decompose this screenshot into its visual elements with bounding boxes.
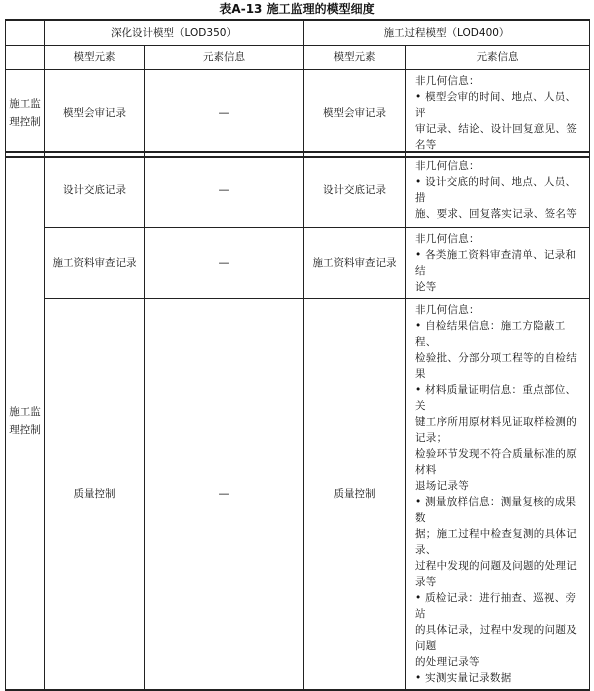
info-line: • 设计交底的时间、地点、人员、措 (415, 175, 577, 204)
model-detail-table-bottom (5, 151, 590, 691)
section-label-line: 施工监 (9, 405, 41, 418)
info-line: 非几何信息： (415, 232, 480, 245)
header-element-info: 元素信息 (145, 45, 304, 69)
element-info-cell: — (145, 227, 304, 298)
info-line: 审记录、结论、设计回复意见、签名等 (415, 122, 577, 151)
info-line: • 质检记录：进行抽查、巡视、旁站 (415, 591, 577, 620)
header-group-detailed-design: 深化设计模型（LOD350） (45, 20, 304, 45)
info-line: 论等 (415, 280, 437, 293)
info-line: 施、要求、回复落实记录、签名等 (415, 207, 577, 220)
element-info-cell (406, 69, 590, 157)
section-label (6, 69, 45, 157)
info-line: 据；施工过程中检查复测的具体记录、 (415, 527, 577, 556)
element-info-cell: — (145, 298, 304, 690)
info-line: 检验环节发现不符合质量标准的原材料 (415, 447, 577, 476)
model-element-cell: 质量控制 (45, 298, 145, 690)
info-line: 检验批、分部分项工程等的自检结果 (415, 351, 577, 380)
info-line: 键工序所用原材料见证取样检测的记录； (415, 415, 577, 444)
model-element-cell: 模型会审记录 (45, 69, 145, 157)
header-model-element: 模型元素 (304, 45, 406, 69)
info-line: • 测量放样信息：测量复核的成果数 (415, 495, 577, 524)
element-info-cell (406, 227, 590, 298)
section-label-line: 施工监 (9, 97, 41, 110)
header-model-element: 模型元素 (45, 45, 145, 69)
info-line: 退场记录等 (415, 479, 469, 492)
element-info-cell (406, 298, 590, 690)
info-line: 非几何信息： (415, 159, 480, 172)
section-label-line: 理控制 (9, 423, 41, 436)
info-line: • 各类施工资料审查清单、记录和结 (415, 248, 577, 277)
model-element-cell: 施工资料审查记录 (45, 227, 145, 298)
header-group-construction-process: 施工过程模型（LOD400） (304, 20, 590, 45)
element-info-cell (406, 152, 590, 227)
element-info-cell: — (145, 69, 304, 157)
info-line: 的具体记录，过程中发现的问题及问题 (415, 623, 577, 652)
table-title: 表A-13 施工监理的模型细度 (219, 2, 375, 16)
element-info-cell: — (145, 152, 304, 227)
model-element-cell: 施工资料审查记录 (304, 227, 406, 298)
model-detail-table-top (5, 19, 590, 158)
info-line: • 自检结果信息：施工方隐蔽工程、 (415, 319, 566, 348)
info-line: • 实测实量记录数据 (415, 671, 512, 684)
header-element-info: 元素信息 (406, 45, 590, 69)
info-line: 的处理记录等 (415, 655, 480, 668)
section-label (6, 152, 45, 690)
model-element-cell: 模型会审记录 (304, 69, 406, 157)
model-element-cell: 设计交底记录 (45, 152, 145, 227)
info-line: 非几何信息： (415, 303, 480, 316)
info-line: 过程中发现的问题及问题的处理记录等 (415, 559, 577, 588)
model-element-cell: 质量控制 (304, 298, 406, 690)
info-line: • 模型会审的时间、地点、人员、评 (415, 90, 577, 119)
model-element-cell: 设计交底记录 (304, 152, 406, 227)
header-blank-cell (6, 45, 45, 69)
info-line: 非几何信息： (415, 74, 480, 87)
section-label-line: 理控制 (9, 115, 41, 128)
header-blank-cell (6, 20, 45, 45)
info-line: • 材料质量证明信息：重点部位、关 (415, 383, 577, 412)
